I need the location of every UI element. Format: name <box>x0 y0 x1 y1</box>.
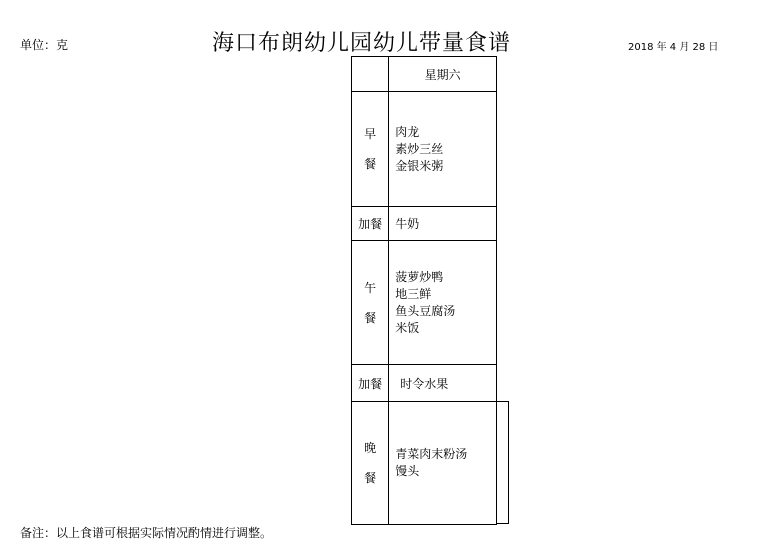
breakfast-label-char-2: 餐 <box>364 157 377 171</box>
footer-note: 备注：以上食谱可根据实际情况酌情进行调整。 <box>20 526 273 540</box>
dinner-row <box>352 402 497 525</box>
lunch-items <box>389 241 497 365</box>
breakfast-label-char-1: 早 <box>364 127 377 141</box>
lunch-item: 鱼头豆腐汤 <box>395 303 456 318</box>
dinner-label <box>352 402 389 525</box>
unit-label: 单位：克 <box>20 38 69 52</box>
page-title: 海口布朗幼儿园幼儿带量食谱 <box>212 31 512 56</box>
table-extra-border <box>497 401 509 524</box>
snack-afternoon-label: 加餐 <box>352 365 389 402</box>
date-label: 2018 年 4 月 28 日 <box>628 42 719 53</box>
snack-morning-item: 牛奶 <box>389 207 497 241</box>
lunch-label-char-1: 午 <box>364 280 377 295</box>
snack-afternoon-row <box>352 365 497 402</box>
dinner-items <box>389 402 497 525</box>
lunch-item: 地三鲜 <box>395 286 432 301</box>
dinner-label-char-1: 晚 <box>364 441 377 455</box>
day-row <box>352 57 497 92</box>
breakfast-item: 肉龙 <box>395 124 420 139</box>
dinner-item: 馒头 <box>395 464 420 478</box>
lunch-item: 米饭 <box>395 320 420 335</box>
dinner-item: 青菜肉末粉汤 <box>395 447 468 461</box>
breakfast-item: 金银米粥 <box>395 158 444 173</box>
corner-cell <box>352 57 389 92</box>
snack-morning-row <box>352 207 497 241</box>
breakfast-items <box>389 92 497 207</box>
snack-afternoon-item: 时令水果 <box>389 365 497 402</box>
lunch-row <box>352 241 497 365</box>
day-header: 星期六 <box>389 57 497 92</box>
lunch-label-char-2: 餐 <box>364 310 377 325</box>
menu-table <box>351 56 497 525</box>
breakfast-item: 素炒三丝 <box>395 141 444 156</box>
lunch-label <box>352 241 389 365</box>
breakfast-row <box>352 92 497 207</box>
lunch-item: 菠萝炒鸭 <box>395 269 444 284</box>
dinner-label-char-2: 餐 <box>364 471 377 485</box>
snack-morning-label: 加餐 <box>352 207 389 241</box>
breakfast-label <box>352 92 389 207</box>
